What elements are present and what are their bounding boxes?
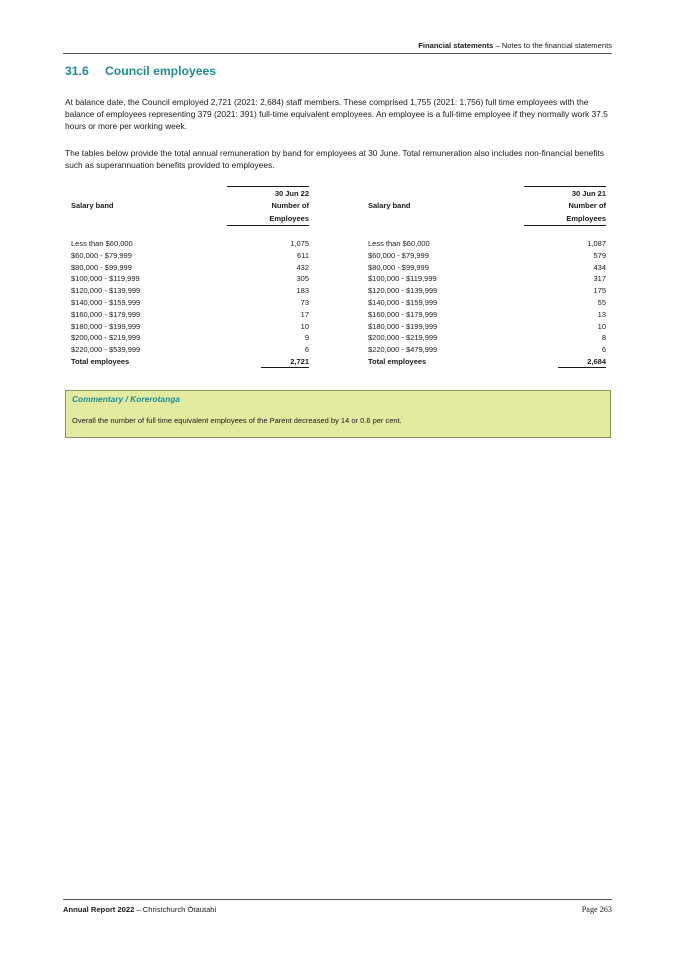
salary-band-cell: $220,000 - $479,999 (368, 345, 438, 355)
commentary-title: Commentary / Korerotanga (72, 394, 180, 404)
employee-count-cell: 17 (300, 309, 309, 319)
table-row (362, 285, 612, 297)
employee-count-cell: 13 (597, 309, 606, 319)
employee-count-cell: 434 (593, 262, 606, 272)
table-rows (362, 238, 612, 368)
salary-band-cell: $160,000 - $179,999 (71, 309, 141, 319)
employee-count-cell: 1,087 (587, 239, 606, 248)
header-section-bold: Financial statements (418, 41, 494, 50)
salary-band-cell: $200,000 - $219,999 (368, 333, 438, 343)
table-row (65, 250, 315, 262)
footer-report (63, 905, 216, 914)
table-row (362, 344, 612, 356)
salary-band-cell: $120,000 - $139,999 (368, 286, 438, 296)
employee-count-cell: 305 (296, 274, 309, 284)
employee-count-cell: 611 (297, 250, 309, 260)
salary-table-2021 (362, 186, 612, 366)
employee-count-cell: 55 (597, 297, 606, 307)
employee-count-cell: 579 (593, 250, 606, 260)
salary-band-cell: $180,000 - $199,999 (71, 321, 141, 331)
salary-band-cell: $220,000 - $539,999 (71, 345, 141, 355)
year-header (524, 186, 606, 226)
year-label: 30 Jun 21 (571, 189, 606, 198)
section-heading (65, 64, 216, 78)
table-row (65, 262, 315, 274)
total-label: Total employees (368, 356, 427, 366)
intro-paragraph: At balance date, the Council employed 2,721 (2021: 2,684) staff members. These comprised 1,755 (2021: 1,756) full time employees with the balance of employees representing 379 (2021: 391) full-time equivalent employees. An employee is a full-time employee if they normally work 37.5 hours or more per working week. (65, 97, 608, 131)
page-number: Page 263 (581, 905, 612, 914)
table-header (362, 186, 612, 226)
salary-band-cell: $140,000 - $159,999 (71, 297, 141, 307)
footer-report-bold: Annual Report 2022 (63, 905, 135, 914)
salary-band-cell: $140,000 - $159,999 (368, 297, 438, 307)
salary-band-header: Salary band (71, 201, 114, 210)
salary-band-cell: $60,000 - $79,999 (368, 250, 429, 260)
employee-count-cell: 6 (304, 345, 309, 355)
salary-band-cell: $80,000 - $99,999 (368, 262, 429, 272)
table-row (65, 238, 315, 250)
salary-band-cell: $120,000 - $139,999 (71, 286, 141, 296)
employee-count-cell: 8 (601, 333, 606, 343)
table-row (65, 309, 315, 321)
total-row (362, 356, 612, 368)
employee-count-cell: 10 (300, 321, 309, 331)
salary-band-cell: $100,000 - $119,999 (71, 274, 140, 284)
table-row (65, 273, 315, 285)
table-row (362, 297, 612, 309)
salary-band-cell: $80,000 - $99,999 (71, 262, 132, 272)
commentary-body: Overall the number of full time equivalent employees of the Parent decreased by 14 or 0.6 per cent. (72, 416, 402, 425)
table-rows (65, 238, 315, 368)
salary-band-cell: $200,000 - $219,999 (71, 333, 141, 343)
salary-band-cell: $160,000 - $179,999 (368, 309, 438, 319)
table-row (362, 309, 612, 321)
table-row (65, 332, 315, 344)
salary-table-2022 (65, 186, 315, 366)
year-label: 30 Jun 22 (274, 189, 309, 198)
employee-count-cell: 10 (597, 321, 606, 331)
section-title: Council employees (105, 64, 217, 78)
salary-band-cell: $60,000 - $79,999 (71, 250, 132, 260)
remuneration-paragraph: The tables below provide the total annual remuneration by band for employees at 30 June. Total remuneration also includes non-financial benefits such as superannuation benefits provided to employees. (65, 148, 604, 170)
table-row (362, 250, 612, 262)
table-row (362, 273, 612, 285)
number-of-label: Number of (568, 201, 606, 211)
salary-band-header: Salary band (368, 201, 411, 210)
table-row (65, 344, 315, 356)
employees-label: Employees (269, 213, 309, 223)
employee-count-cell: 432 (296, 262, 309, 272)
table-row (362, 332, 612, 344)
employee-count-cell: 6 (601, 345, 606, 355)
employee-count-cell: 183 (296, 286, 309, 296)
salary-band-cell: $180,000 - $199,999 (368, 321, 438, 331)
employee-count-cell: 73 (300, 297, 309, 307)
footer-report-rest: – Christchurch Ōtautahi (134, 905, 217, 914)
table-row (65, 297, 315, 309)
total-value: 2,721 (261, 356, 309, 368)
employees-label: Employees (566, 213, 606, 223)
section-number: 31.6 (65, 64, 89, 78)
year-header (227, 186, 309, 226)
commentary-box (65, 390, 611, 438)
employee-count-cell: 1,075 (290, 239, 309, 248)
header-section-rest: – Notes to the financial statements (493, 41, 612, 50)
salary-band-cell: $100,000 - $119,999 (368, 274, 437, 284)
employee-count-cell: 317 (593, 274, 606, 284)
salary-band-cell: Less than $60,000 (71, 239, 133, 248)
table-row (362, 321, 612, 333)
number-of-label: Number of (271, 201, 309, 211)
table-row (65, 321, 315, 333)
table-row (362, 238, 612, 250)
page-footer (63, 899, 612, 914)
salary-band-cell: Less than $60,000 (368, 239, 430, 248)
employee-count-cell: 175 (593, 286, 606, 296)
page-header (63, 40, 612, 54)
table-header (65, 186, 315, 226)
total-row (65, 356, 315, 368)
employee-count-cell: 9 (304, 333, 309, 343)
total-value: 2,684 (558, 356, 606, 368)
total-label: Total employees (71, 356, 130, 366)
table-row (65, 285, 315, 297)
table-row (362, 262, 612, 274)
